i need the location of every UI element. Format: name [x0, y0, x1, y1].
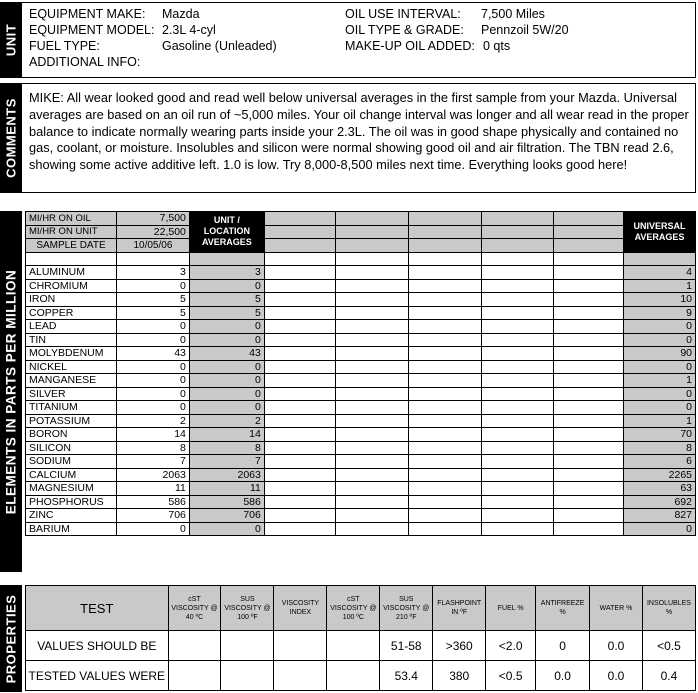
- empty-cell: [335, 293, 408, 307]
- header-label: SAMPLE DATE: [26, 239, 117, 253]
- empty-cell: [482, 441, 554, 455]
- header-row: [26, 225, 696, 239]
- element-name: TITANIUM: [26, 401, 117, 415]
- element-unit-average: 0: [189, 360, 264, 374]
- empty-cell: [335, 360, 408, 374]
- empty-cell: [335, 414, 408, 428]
- element-universal-average: 0: [623, 333, 695, 347]
- empty-cell: [264, 225, 335, 239]
- element-sample-value: 2063: [116, 468, 189, 482]
- element-sample-value: 0: [116, 387, 189, 401]
- element-universal-average: 0: [623, 320, 695, 334]
- empty-cell: [264, 387, 335, 401]
- element-name: NICKEL: [26, 360, 117, 374]
- empty-cell: [264, 320, 335, 334]
- elements-table: [25, 211, 696, 536]
- empty-cell: [482, 455, 554, 469]
- element-unit-average: 11: [189, 482, 264, 496]
- empty-cell: [408, 401, 482, 415]
- empty-cell: [189, 252, 264, 266]
- property-value: [327, 631, 380, 661]
- empty-cell: [335, 306, 408, 320]
- element-name: CHROMIUM: [26, 279, 117, 293]
- empty-cell: [264, 266, 335, 280]
- empty-cell: [554, 414, 624, 428]
- empty-cell: [264, 374, 335, 388]
- empty-cell: [335, 455, 408, 469]
- property-value: [327, 661, 380, 691]
- empty-cell: [482, 225, 554, 239]
- element-unit-average: 0: [189, 387, 264, 401]
- empty-cell: [408, 252, 482, 266]
- empty-cell: [482, 252, 554, 266]
- empty-cell: [264, 414, 335, 428]
- element-unit-average: 0: [189, 522, 264, 536]
- header-row: [26, 212, 696, 226]
- element-name: CALCIUM: [26, 468, 117, 482]
- empty-cell: [264, 347, 335, 361]
- empty-cell: [335, 482, 408, 496]
- element-sample-value: 0: [116, 401, 189, 415]
- element-row: [26, 441, 696, 455]
- oil-type-value: Pennzoil 5W/20: [481, 23, 569, 37]
- empty-cell: [335, 212, 408, 226]
- empty-cell: [335, 347, 408, 361]
- element-sample-value: 11: [116, 482, 189, 496]
- element-name: SODIUM: [26, 455, 117, 469]
- universal-averages-header: UNIVERSAL AVERAGES: [623, 212, 695, 253]
- empty-cell: [408, 455, 482, 469]
- property-value: [274, 631, 327, 661]
- empty-cell: [408, 387, 482, 401]
- property-value: [168, 631, 221, 661]
- empty-cell: [482, 239, 554, 253]
- element-row: [26, 401, 696, 415]
- element-sample-value: 14: [116, 428, 189, 442]
- empty-cell: [264, 468, 335, 482]
- properties-table: [25, 585, 696, 691]
- spacer-row: [26, 252, 696, 266]
- element-sample-value: 0: [116, 360, 189, 374]
- empty-cell: [335, 522, 408, 536]
- empty-cell: [408, 306, 482, 320]
- empty-cell: [264, 455, 335, 469]
- empty-cell: [408, 414, 482, 428]
- empty-cell: [335, 333, 408, 347]
- property-header: FUEL %: [486, 586, 536, 631]
- element-sample-value: 706: [116, 509, 189, 523]
- properties-header-row: [26, 586, 696, 631]
- element-universal-average: 90: [623, 347, 695, 361]
- property-value: [274, 661, 327, 691]
- header-row: [26, 239, 696, 253]
- element-universal-average: 4: [623, 266, 695, 280]
- element-row: [26, 293, 696, 307]
- empty-cell: [554, 401, 624, 415]
- empty-cell: [264, 522, 335, 536]
- element-universal-average: 1: [623, 414, 695, 428]
- empty-cell: [554, 441, 624, 455]
- empty-cell: [482, 509, 554, 523]
- empty-cell: [264, 212, 335, 226]
- element-unit-average: 43: [189, 347, 264, 361]
- empty-cell: [335, 495, 408, 509]
- empty-cell: [335, 225, 408, 239]
- element-name: BARIUM: [26, 522, 117, 536]
- element-universal-average: 692: [623, 495, 695, 509]
- element-row: [26, 414, 696, 428]
- empty-cell: [554, 522, 624, 536]
- property-header: cST VISCOSITY @ 40 ºC: [168, 586, 221, 631]
- element-row: [26, 468, 696, 482]
- empty-cell: [408, 239, 482, 253]
- unit-side-label: UNIT: [0, 2, 22, 78]
- property-value: [221, 661, 274, 691]
- empty-cell: [264, 495, 335, 509]
- empty-cell: [335, 387, 408, 401]
- element-universal-average: 0: [623, 387, 695, 401]
- element-sample-value: 0: [116, 374, 189, 388]
- element-row: [26, 374, 696, 388]
- header-value: 10/05/06: [116, 239, 189, 253]
- empty-cell: [408, 482, 482, 496]
- element-universal-average: 1: [623, 279, 695, 293]
- empty-cell: [482, 333, 554, 347]
- empty-cell: [335, 468, 408, 482]
- element-unit-average: 7: [189, 455, 264, 469]
- element-name: PHOSPHORUS: [26, 495, 117, 509]
- empty-cell: [554, 320, 624, 334]
- element-universal-average: 0: [623, 522, 695, 536]
- empty-cell: [482, 414, 554, 428]
- empty-cell: [554, 347, 624, 361]
- element-name: ZINC: [26, 509, 117, 523]
- empty-cell: [482, 522, 554, 536]
- property-value: [221, 631, 274, 661]
- empty-cell: [116, 252, 189, 266]
- empty-cell: [482, 374, 554, 388]
- empty-cell: [264, 441, 335, 455]
- empty-cell: [554, 482, 624, 496]
- element-row: [26, 522, 696, 536]
- element-sample-value: 0: [116, 279, 189, 293]
- empty-cell: [408, 266, 482, 280]
- property-value: [168, 661, 221, 691]
- element-unit-average: 0: [189, 374, 264, 388]
- empty-cell: [335, 509, 408, 523]
- empty-cell: [482, 401, 554, 415]
- element-sample-value: 586: [116, 495, 189, 509]
- empty-cell: [554, 428, 624, 442]
- element-sample-value: 7: [116, 455, 189, 469]
- empty-cell: [482, 387, 554, 401]
- empty-cell: [335, 266, 408, 280]
- element-unit-average: 14: [189, 428, 264, 442]
- element-universal-average: 9: [623, 306, 695, 320]
- row-label: TESTED VALUES WERE: [26, 661, 169, 691]
- model-value: 2.3L 4-cyl: [162, 23, 216, 37]
- element-name: TIN: [26, 333, 117, 347]
- empty-cell: [408, 333, 482, 347]
- empty-cell: [482, 428, 554, 442]
- empty-cell: [482, 293, 554, 307]
- empty-cell: [264, 401, 335, 415]
- element-unit-average: 5: [189, 293, 264, 307]
- property-value: 53.4: [380, 661, 433, 691]
- element-row: [26, 428, 696, 442]
- element-universal-average: 1: [623, 374, 695, 388]
- empty-cell: [482, 279, 554, 293]
- empty-cell: [335, 374, 408, 388]
- empty-cell: [408, 320, 482, 334]
- empty-cell: [264, 482, 335, 496]
- element-row: [26, 333, 696, 347]
- element-universal-average: 0: [623, 401, 695, 415]
- empty-cell: [264, 428, 335, 442]
- empty-cell: [264, 360, 335, 374]
- property-value: 0.0: [590, 631, 643, 661]
- empty-cell: [554, 225, 624, 239]
- element-row: [26, 387, 696, 401]
- empty-cell: [335, 239, 408, 253]
- element-unit-average: 586: [189, 495, 264, 509]
- empty-cell: [554, 509, 624, 523]
- elements-side-label: ELEMENTS IN PARTS PER MILLION: [0, 211, 22, 572]
- element-universal-average: 0: [623, 360, 695, 374]
- empty-cell: [335, 441, 408, 455]
- property-value: >360: [433, 631, 486, 661]
- property-header: SUS VISCOSITY @ 100 ºF: [221, 586, 274, 631]
- empty-cell: [335, 279, 408, 293]
- element-row: [26, 266, 696, 280]
- element-sample-value: 5: [116, 293, 189, 307]
- empty-cell: [554, 360, 624, 374]
- element-sample-value: 8: [116, 441, 189, 455]
- empty-cell: [408, 279, 482, 293]
- property-value: 0.0: [536, 661, 590, 691]
- comments-side-label: COMMENTS: [0, 83, 22, 193]
- element-unit-average: 8: [189, 441, 264, 455]
- empty-cell: [408, 441, 482, 455]
- empty-cell: [408, 293, 482, 307]
- element-name: COPPER: [26, 306, 117, 320]
- interval-label: OIL USE INTERVAL:: [345, 7, 461, 21]
- property-value: <0.5: [486, 661, 536, 691]
- empty-cell: [335, 320, 408, 334]
- element-universal-average: 10: [623, 293, 695, 307]
- empty-cell: [554, 387, 624, 401]
- element-unit-average: 5: [189, 306, 264, 320]
- element-name: SILVER: [26, 387, 117, 401]
- property-header: ANTIFREEZE %: [536, 586, 590, 631]
- element-name: MAGNESIUM: [26, 482, 117, 496]
- element-row: [26, 360, 696, 374]
- empty-cell: [482, 468, 554, 482]
- property-header: WATER %: [590, 586, 643, 631]
- empty-cell: [482, 306, 554, 320]
- property-header: INSOLUBLES %: [642, 586, 695, 631]
- header-value: 22,500: [116, 225, 189, 239]
- interval-value: 7,500 Miles: [481, 7, 545, 21]
- empty-cell: [335, 428, 408, 442]
- element-universal-average: 827: [623, 509, 695, 523]
- empty-cell: [408, 225, 482, 239]
- property-header: cST VISCOSITY @ 100 ºC: [327, 586, 380, 631]
- element-name: BORON: [26, 428, 117, 442]
- empty-cell: [264, 333, 335, 347]
- empty-cell: [264, 252, 335, 266]
- comments-text: MIKE: All wear looked good and read well below universal averages in the first sample from your Mazda. Universal averages are based on an oil run of ~5,000 miles. Your oil change interval was longer and all wear read in the proper balance to indicate normally wearing parts inside your 2.3L. The oil was in good shape physically and contained no gas, coolant, or moisture. Insolubles and silicon were normal showing good oil and air filtration. The TBN read 2.6, showing some active additive left. 1.0 is low. Try 8,000-8,500 miles next time. Everything looks good here!: [29, 90, 689, 173]
- element-row: [26, 347, 696, 361]
- empty-cell: [408, 360, 482, 374]
- element-name: SILICON: [26, 441, 117, 455]
- test-label: TEST: [26, 586, 169, 631]
- property-value: 380: [433, 661, 486, 691]
- empty-cell: [408, 509, 482, 523]
- element-universal-average: 70: [623, 428, 695, 442]
- empty-cell: [482, 347, 554, 361]
- empty-cell: [482, 266, 554, 280]
- model-label: EQUIPMENT MODEL:: [29, 23, 155, 37]
- element-sample-value: 3: [116, 266, 189, 280]
- element-sample-value: 0: [116, 333, 189, 347]
- element-row: [26, 320, 696, 334]
- empty-cell: [554, 333, 624, 347]
- oil-type-label: OIL TYPE & GRADE:: [345, 23, 464, 37]
- element-sample-value: 5: [116, 306, 189, 320]
- fuel-value: Gasoline (Unleaded): [162, 39, 277, 53]
- empty-cell: [408, 212, 482, 226]
- property-value: 0.0: [590, 661, 643, 691]
- empty-cell: [264, 293, 335, 307]
- element-row: [26, 306, 696, 320]
- makeup-oil-label: MAKE-UP OIL ADDED:: [345, 39, 475, 53]
- element-unit-average: 0: [189, 279, 264, 293]
- header-value: 7,500: [116, 212, 189, 226]
- element-row: [26, 509, 696, 523]
- empty-cell: [26, 252, 117, 266]
- element-unit-average: 0: [189, 333, 264, 347]
- property-value: <2.0: [486, 631, 536, 661]
- fuel-label: FUEL TYPE:: [29, 39, 100, 53]
- element-unit-average: 706: [189, 509, 264, 523]
- empty-cell: [554, 279, 624, 293]
- empty-cell: [554, 455, 624, 469]
- element-name: LEAD: [26, 320, 117, 334]
- empty-cell: [554, 293, 624, 307]
- element-unit-average: 0: [189, 320, 264, 334]
- makeup-oil-value: 0 qts: [483, 39, 511, 53]
- element-row: [26, 495, 696, 509]
- additional-info-label: ADDITIONAL INFO:: [29, 55, 141, 69]
- element-sample-value: 2: [116, 414, 189, 428]
- empty-cell: [554, 266, 624, 280]
- element-unit-average: 2: [189, 414, 264, 428]
- empty-cell: [264, 306, 335, 320]
- empty-cell: [408, 428, 482, 442]
- empty-cell: [482, 360, 554, 374]
- make-label: EQUIPMENT MAKE:: [29, 7, 146, 21]
- element-name: MOLYBDENUM: [26, 347, 117, 361]
- empty-cell: [335, 401, 408, 415]
- empty-cell: [482, 320, 554, 334]
- empty-cell: [482, 495, 554, 509]
- header-label: MI/HR ON OIL: [26, 212, 117, 226]
- element-unit-average: 3: [189, 266, 264, 280]
- tested-values-row: [26, 661, 696, 691]
- empty-cell: [264, 509, 335, 523]
- element-unit-average: 2063: [189, 468, 264, 482]
- element-universal-average: 6: [623, 455, 695, 469]
- element-row: [26, 482, 696, 496]
- properties-side-label: PROPERTIES: [0, 585, 22, 692]
- empty-cell: [335, 252, 408, 266]
- property-value: 0.4: [642, 661, 695, 691]
- element-unit-average: 0: [189, 401, 264, 415]
- empty-cell: [264, 239, 335, 253]
- element-row: [26, 455, 696, 469]
- element-sample-value: 0: [116, 320, 189, 334]
- element-sample-value: 0: [116, 522, 189, 536]
- make-value: Mazda: [162, 7, 200, 21]
- element-name: IRON: [26, 293, 117, 307]
- values-should-be-row: [26, 631, 696, 661]
- empty-cell: [408, 347, 482, 361]
- empty-cell: [408, 522, 482, 536]
- empty-cell: [554, 239, 624, 253]
- element-name: ALUMINUM: [26, 266, 117, 280]
- element-row: [26, 279, 696, 293]
- element-sample-value: 43: [116, 347, 189, 361]
- empty-cell: [554, 306, 624, 320]
- row-label: VALUES SHOULD BE: [26, 631, 169, 661]
- property-value: <0.5: [642, 631, 695, 661]
- property-header: SUS VISCOSITY @ 210 ºF: [380, 586, 433, 631]
- empty-cell: [554, 468, 624, 482]
- empty-cell: [623, 252, 695, 266]
- element-name: MANGANESE: [26, 374, 117, 388]
- empty-cell: [264, 279, 335, 293]
- property-header: VISCOSITY INDEX: [274, 586, 327, 631]
- empty-cell: [482, 482, 554, 496]
- empty-cell: [554, 495, 624, 509]
- property-value: 51-58: [380, 631, 433, 661]
- empty-cell: [408, 468, 482, 482]
- header-label: MI/HR ON UNIT: [26, 225, 117, 239]
- element-universal-average: 63: [623, 482, 695, 496]
- element-name: POTASSIUM: [26, 414, 117, 428]
- empty-cell: [554, 212, 624, 226]
- property-value: 0: [536, 631, 590, 661]
- property-header: FLASHPOINT IN ºF: [433, 586, 486, 631]
- empty-cell: [554, 374, 624, 388]
- unit-averages-header: UNIT / LOCATION AVERAGES: [189, 212, 264, 253]
- empty-cell: [408, 495, 482, 509]
- element-universal-average: 8: [623, 441, 695, 455]
- empty-cell: [408, 374, 482, 388]
- empty-cell: [554, 252, 624, 266]
- empty-cell: [482, 212, 554, 226]
- element-universal-average: 2265: [623, 468, 695, 482]
